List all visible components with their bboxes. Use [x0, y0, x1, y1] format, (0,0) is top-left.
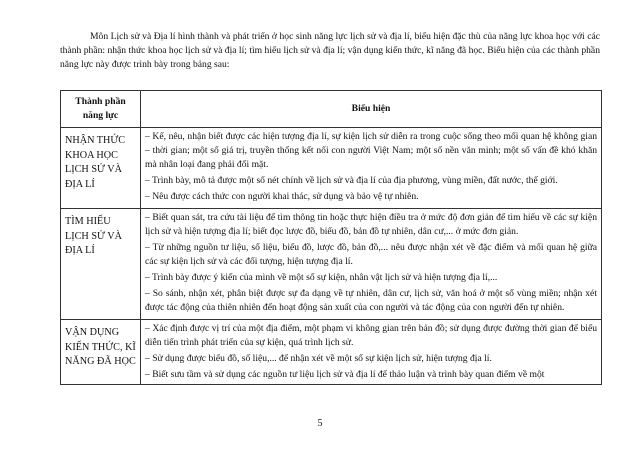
row-3-expression [141, 320, 602, 385]
row-1-item: – Trình bày, mô tả được một số nét chính về lịch sử và địa lí của địa phương, vùng miền, đất nước, thế giới. [145, 175, 558, 186]
competency-table [60, 90, 602, 385]
row-2-component: TÌM HIỂU LỊCH SỬ VÀ ĐỊA LÍ [61, 209, 141, 320]
row-2-item: – Trình bày được ý kiến của mình về một số sự kiện, nhân vật lịch sử và hiện tượng địa lí,... [145, 272, 498, 283]
row-3-item: – Xác định được vị trí của một địa điểm, một phạm vi không gian trên bản đồ; sử dụng được đường thời gian để biểu diễn tiến trình phát triển của sự kiện, quá trình lịch sử. [145, 323, 597, 348]
row-3-item: – Biết sưu tầm và sử dụng các nguồn tư liệu lịch sử và địa lí để thảo luận và trình bày quan điểm về một [145, 369, 545, 380]
row-1-component: NHẬN THỨC KHOA HỌC LỊCH SỬ VÀ ĐỊA LÍ [61, 128, 141, 209]
row-1-expression [141, 128, 602, 209]
row-1-item: – Kể, nêu, nhận biết được các hiện tượng địa lí, sự kiện lịch sử diễn ra trong cuộc sống theo mối quan hệ không gian – thời gian; một số giá trị, truyền thống kết nối con người Việt Nam; một số nền văn minh; một số vấn đề khó khăn mà nhân loại đang phải đối mặt. [145, 131, 597, 170]
row-2-item: – So sánh, nhận xét, phân biệt được sự đa dạng về tự nhiên, dân cư, lịch sử, văn hoá ở một số vùng miền; nhận xét được tác động của thiên nhiên đến hoạt động sản xuất của con người và tác động của con người đến tự nhiên. [145, 288, 597, 313]
table-header-row [61, 91, 602, 128]
header-expression: Biểu hiện [141, 91, 602, 128]
row-3-component: VẬN DỤNG KIẾN THỨC, KĨ NĂNG ĐÃ HỌC [61, 320, 141, 385]
row-2-expression [141, 209, 602, 320]
row-3-item: – Sử dụng được biểu đồ, số liệu,... để nhận xét về một số sự kiện lịch sử, hiện tượng địa lí. [145, 353, 492, 364]
table-row [61, 128, 602, 209]
intro-paragraph: Môn Lịch sử và Địa lí hình thành và phát triển ở học sinh năng lực lịch sử và địa lí, biểu hiện đặc thù của năng lực khoa học với các thành phần: nhận thức khoa học lịch sử và địa lí; tìm hiểu lịch sử và địa lí; vận dụng kiến thức, kĩ năng đã học. Biểu hiện của các thành phần năng lực này được trình bày trong bảng sau: [60, 31, 600, 71]
header-component: Thành phần năng lực [61, 91, 141, 128]
table-row [61, 209, 602, 320]
row-1-item: – Nêu được cách thức con người khai thác, sử dụng và bảo vệ tự nhiên. [145, 191, 419, 202]
row-2-item: – Biết quan sát, tra cứu tài liệu để tìm thông tin hoặc thực hiện điều tra ở mức độ đơn giản để tìm hiểu về các sự kiện lịch sử và hiện tượng địa lí; biết đọc lược đồ, biểu đồ, bản đồ tự nhiên, dân cư,... ở mức đơn giản. [145, 212, 597, 237]
row-2-item: – Từ những nguồn tư liệu, số liệu, biểu đồ, lược đồ, bản đồ,... nêu được nhận xét về đặc điểm và mối quan hệ giữa các sự kiện lịch sử và các đối tượng, hiện tượng địa lí. [145, 242, 597, 267]
page-number: 5 [317, 418, 323, 429]
table-row [61, 320, 602, 385]
